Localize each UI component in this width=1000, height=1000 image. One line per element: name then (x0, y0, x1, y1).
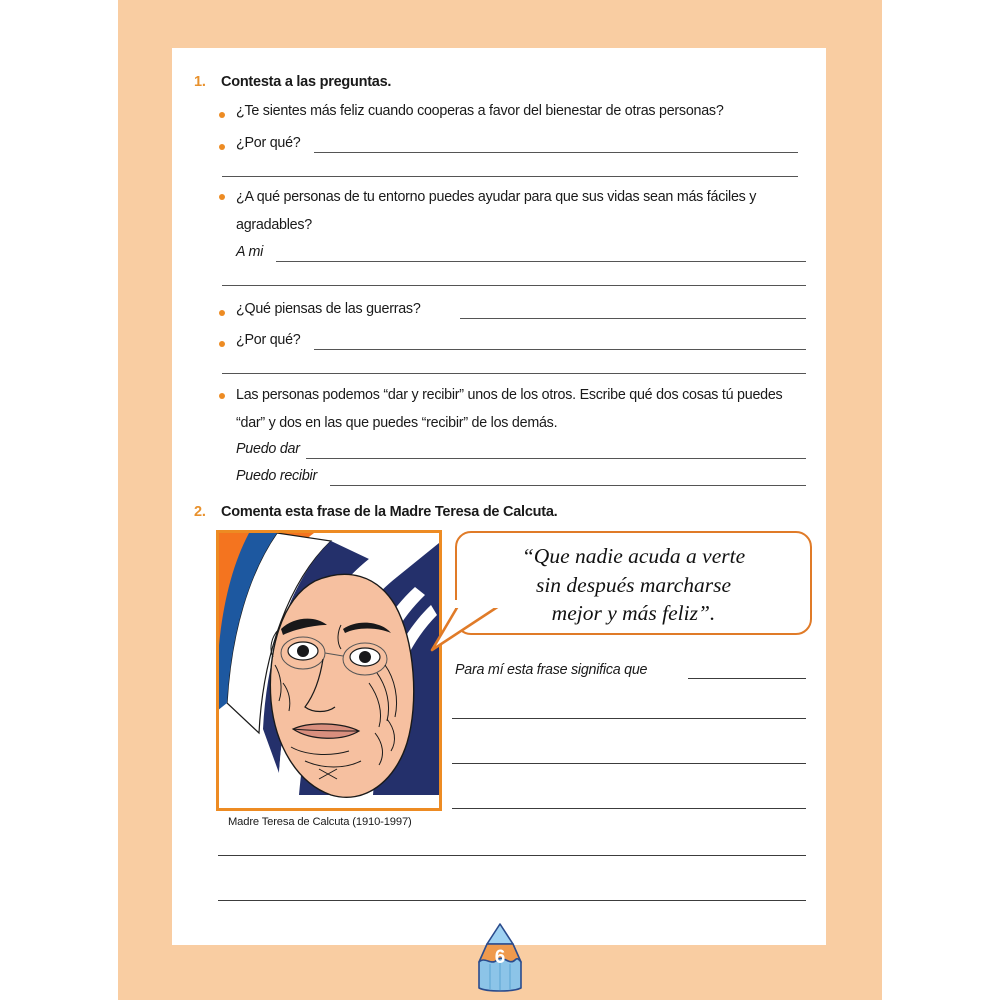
answer-line[interactable] (452, 718, 806, 719)
bullet-icon (219, 194, 225, 200)
answer-prompt-a-mi: A mi (236, 244, 264, 260)
answer-line[interactable] (222, 285, 806, 286)
bullet-icon (219, 310, 225, 316)
speech-bubble-tail (424, 600, 504, 656)
exercise-1-title: Contesta a las preguntas. (221, 74, 392, 90)
exercise-1-number: 1. (194, 74, 206, 90)
answer-prompt-puedo-recibir: Puedo recibir (236, 468, 317, 484)
question-1-text: ¿Te sientes más feliz cuando cooperas a favor del bienestar de otras personas? (236, 103, 724, 119)
answer-prompt-para-mi: Para mí esta frase significa que (455, 662, 648, 678)
quote-line-3: mejor y más feliz”. (551, 601, 716, 625)
quote-speech-bubble (455, 531, 812, 635)
answer-line[interactable] (688, 678, 806, 679)
answer-line[interactable] (452, 763, 806, 764)
question-4-text: ¿Qué piensas de las guerras? (236, 301, 421, 317)
question-6-text: Las personas podemos “dar y recibir” unos de los otros. Escribe qué dos cosas tú puedes “dar” y dos en las que puedes “recibir” de los demás. (236, 387, 783, 431)
bullet-icon (219, 393, 225, 399)
answer-line[interactable] (306, 458, 806, 459)
page-number: 6 (494, 947, 506, 968)
exercise-2-title: Comenta esta frase de la Madre Teresa de Calcuta. (221, 504, 558, 520)
answer-prompt-puedo-dar: Puedo dar (236, 441, 300, 457)
bullet-icon (219, 144, 225, 150)
answer-line[interactable] (218, 900, 806, 901)
bullet-icon (219, 112, 225, 118)
answer-line[interactable] (460, 318, 806, 319)
answer-line[interactable] (218, 855, 806, 856)
question-3-text: ¿A qué personas de tu entorno puedes ayudar para que sus vidas sean más fáciles y agradables? (236, 189, 757, 233)
answer-line[interactable] (314, 349, 806, 350)
answer-line[interactable] (452, 808, 806, 809)
exercise-2-number: 2. (194, 504, 206, 520)
answer-line[interactable] (314, 152, 798, 153)
answer-line[interactable] (222, 176, 798, 177)
answer-line[interactable] (222, 373, 806, 374)
mother-teresa-portrait (216, 530, 442, 811)
answer-line[interactable] (330, 485, 806, 486)
quote-line-1: “Que nadie acuda a verte (521, 544, 746, 568)
portrait-caption: Madre Teresa de Calcuta (1910-1997) (228, 816, 412, 828)
question-5-text: ¿Por qué? (236, 332, 301, 348)
quote-text (457, 542, 810, 628)
answer-line[interactable] (276, 261, 806, 262)
quote-line-2: sin después marcharse (535, 572, 732, 597)
question-2-text: ¿Por qué? (236, 135, 301, 151)
bullet-icon (219, 341, 225, 347)
